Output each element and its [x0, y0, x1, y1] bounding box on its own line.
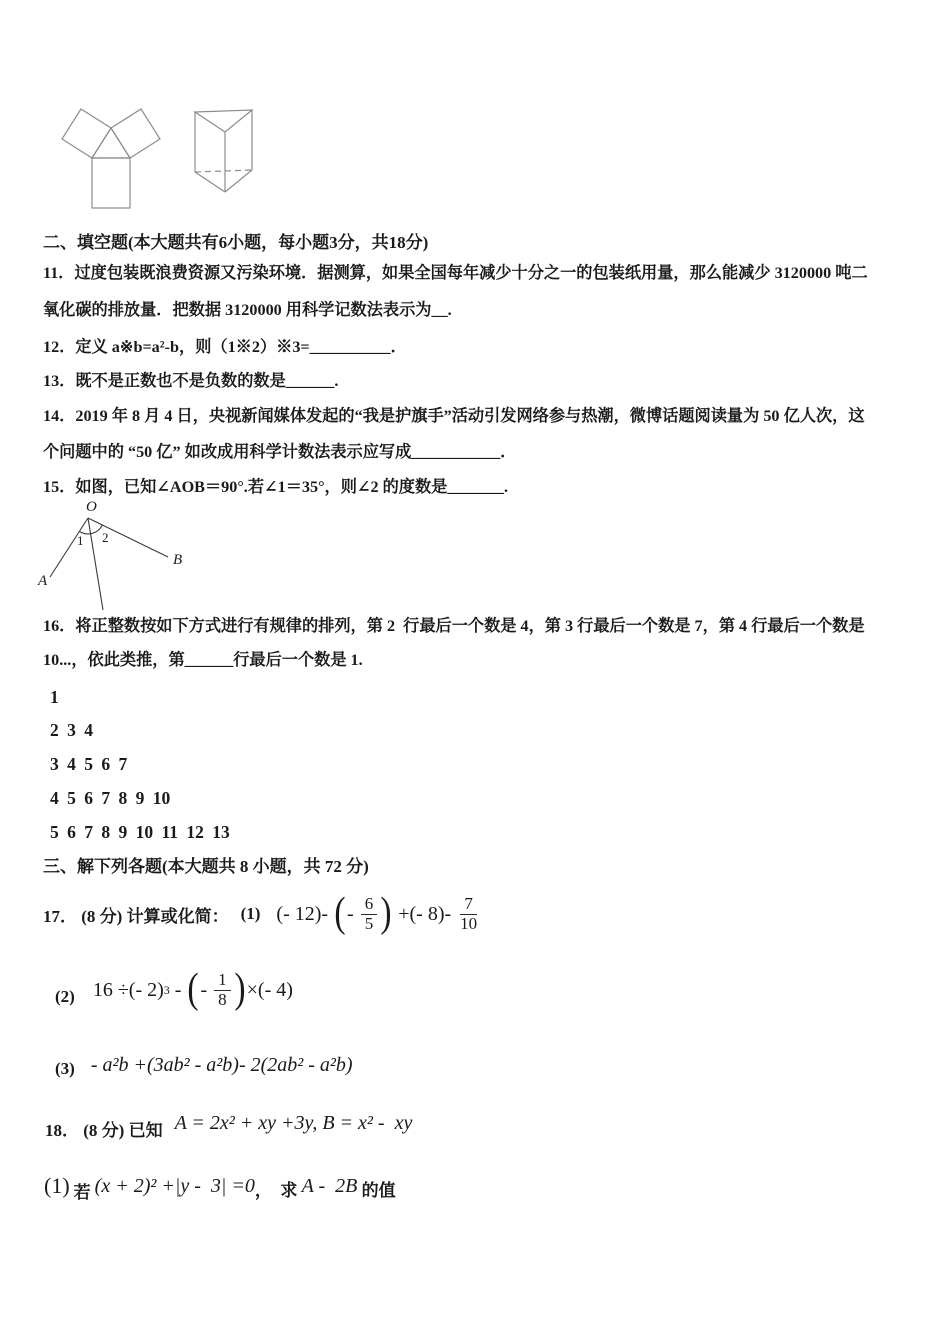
point-a-label: A	[38, 573, 48, 589]
number-row-1: 1	[50, 687, 59, 707]
question-18-row	[45, 1106, 412, 1140]
prism-bottom-left-edge	[195, 172, 225, 192]
q17-part3-label: (3)	[55, 1059, 75, 1078]
fraction-6-5: $\frac{6}{5}$	[361, 895, 378, 933]
question-18-label: 18． (8 分) 已知	[45, 1120, 163, 1140]
question-16-line-2: 10...，依此类推，第______行最后一个数是 1.	[43, 651, 363, 669]
q18-part1-ruo: 若	[73, 1182, 91, 1202]
question-11-line-2: 氧化碳的排放量．把数据 3120000 用科学记数法表示为__.	[43, 301, 452, 319]
net-right-square	[111, 109, 160, 158]
question-14-line-2: 个问题中的 “50 亿” 如改成用科学计数法表示应写成___________．	[43, 443, 517, 461]
question-15: 15．如图，已知∠AOB＝90°.若∠1＝35°，则∠2 的度数是_______.	[43, 478, 509, 496]
number-row-4: 4 5 6 7 8 9 10	[50, 788, 171, 808]
q18-given-expression: A = 2x² + xy +3y, B = x² - xy	[174, 1111, 413, 1134]
q18-part1-label: (1)	[44, 1173, 70, 1198]
question-12: 12．定义 a※b=a²-b，则（1※2）※3=__________．	[43, 338, 407, 356]
expr-text: -	[169, 978, 187, 1001]
q17-part3-expression: - a²b +(3ab² - a²b)- 2(2ab² - a²b)	[90, 1053, 353, 1076]
angle-2-label: 2	[102, 530, 109, 545]
angle-aob-figure	[28, 497, 198, 612]
question-11-line-1: 11．过度包装既浪费资源又污染环境．据测算，如果全国每年减少十分之一的包装纸用量，那么能减少 3120000 吨二	[43, 264, 868, 282]
expr-text: 16 ÷(- 2)	[92, 978, 164, 1001]
open-paren: (	[187, 966, 200, 1013]
net-bottom-square	[92, 158, 130, 208]
net-left-square	[62, 109, 111, 158]
question-17-label: 17． (8 分) 计算或化简：	[43, 906, 229, 926]
expr-text: (- 12)-	[276, 902, 334, 925]
expr-text: -	[200, 978, 213, 1001]
net-center-triangle	[92, 128, 130, 158]
expr-text: +(- 8)-	[393, 902, 457, 925]
close-paren: )	[234, 966, 246, 1013]
fraction-7-10: $\frac{7}{10}$	[460, 893, 478, 933]
question-17-row	[43, 886, 481, 942]
question-13: 13．既不是正数也不是负数的数是______.	[43, 372, 339, 390]
section3-heading: 三、解下列各题(本大题共 8 小题，共 72 分)	[43, 857, 369, 876]
q17-part1-expression	[276, 890, 481, 937]
expr-text: ×(- 4)	[246, 978, 293, 1001]
angle-1-label: 1	[77, 533, 84, 548]
point-o-label: O	[86, 499, 97, 515]
q17-part2-expression: 16 ÷(- 2) 3 - ( - $\frac{1}{8}$ ) ×(- 4)	[92, 966, 293, 1013]
number-row-2: 2 3 4	[50, 720, 93, 740]
q17-part2-label: (2)	[55, 987, 75, 1006]
q17-part1-label: (1)	[240, 904, 261, 923]
prism-net-and-prism-figure	[45, 98, 260, 213]
expr-text: -	[347, 902, 359, 925]
q18-part1-expression: (x + 2)² +|y - 3| =0	[94, 1174, 255, 1197]
q17-part3-row	[55, 1048, 353, 1082]
prism-hidden-edge	[195, 170, 252, 172]
question-16-line-1: 16．将正整数按如下方式进行有规律的排列，第 2 行最后一个数是 4，第 3 行最后一个数是 7，第 4 行最后一个数是	[43, 617, 865, 635]
close-paren: )	[380, 890, 392, 937]
q17-part2-row	[55, 962, 293, 1018]
open-paren: (	[334, 890, 346, 937]
number-row-5: 5 6 7 8 9 10 11 12 13	[50, 822, 230, 842]
triangular-prism-figure	[195, 110, 252, 192]
q18-part1-mid-text: ， 求	[254, 1180, 302, 1200]
number-row-3: 3 4 5 6 7	[50, 754, 128, 774]
point-b-label: B	[173, 552, 183, 568]
ray-ob	[88, 518, 168, 557]
question-14-line-1: 14．2019 年 8 月 4 日，央视新闻媒体发起的“我是护旗手”活动引发网络参与热潮，微博话题阅读量为 50 亿人次，这	[43, 407, 865, 425]
prism-bottom-right-edge	[225, 170, 252, 192]
q18-part1-expression-2: A - 2B	[301, 1174, 358, 1197]
fraction-1-8: $\frac{1}{8}$	[214, 971, 231, 1009]
prism-top-face	[195, 110, 252, 132]
q18-part1-row	[44, 1168, 396, 1204]
prism-net-figure	[62, 109, 160, 208]
section2-heading: 二、填空题(本大题共有6小题，每小题3分，共18分)	[43, 233, 429, 252]
q18-part1-tail-text: 的值	[357, 1180, 396, 1200]
